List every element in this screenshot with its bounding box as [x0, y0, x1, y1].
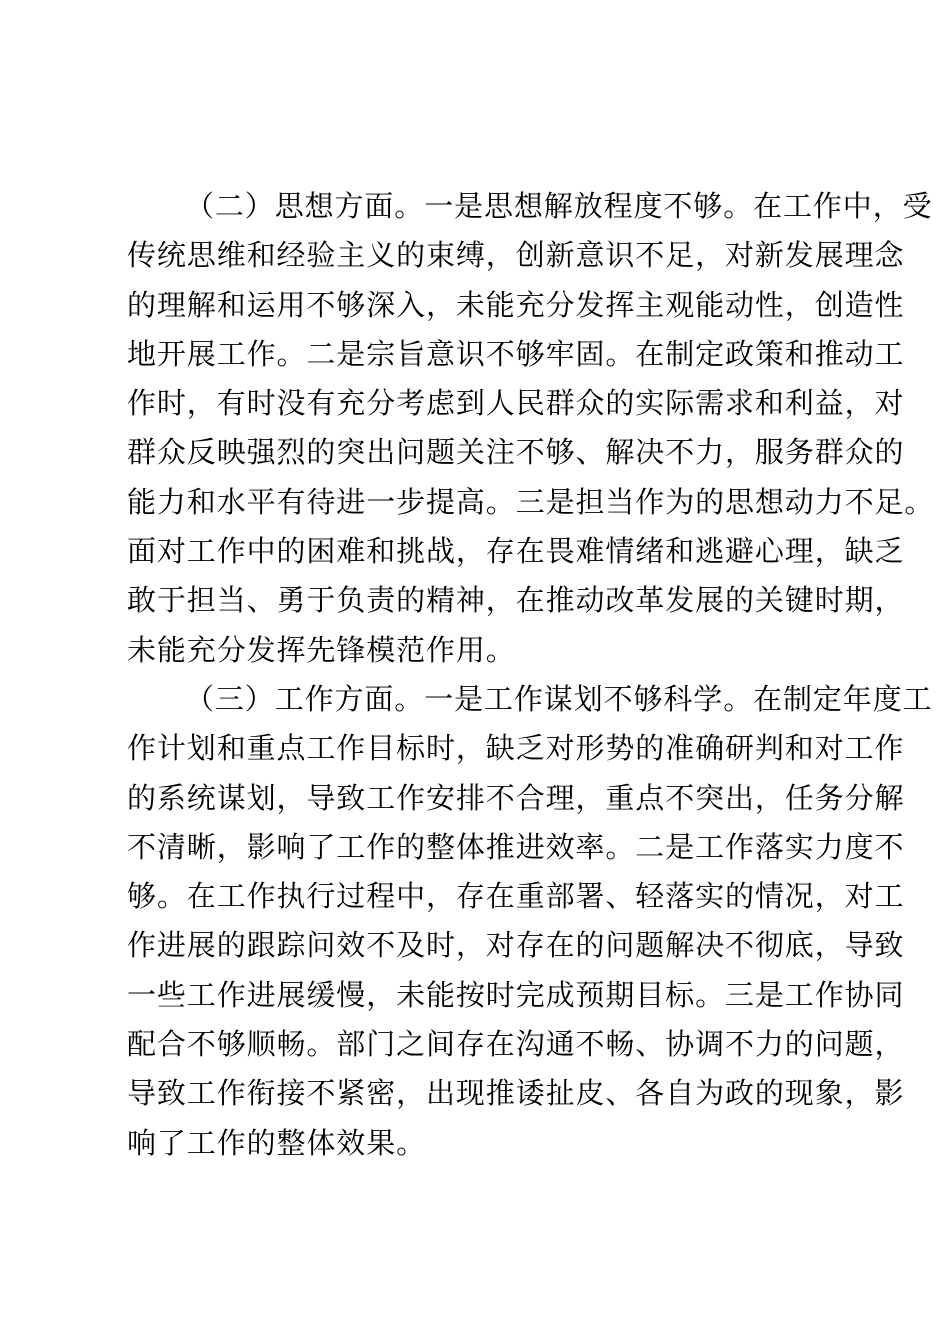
text-line: 作时，有时没有充分考虑到人民群众的实际需求和利益，对 — [127, 386, 905, 421]
text-line: 作计划和重点工作目标时，缺乏对形势的准确研判和对工作 — [127, 731, 905, 766]
text-line: （二）思想方面。一是思想解放程度不够。在工作中，受 — [185, 189, 933, 223]
text-line: 够。在工作执行过程中，存在重部署、轻落实的情况，对工 — [127, 879, 905, 914]
text-line: 一些工作进展缓慢，未能按时完成预期目标。三是工作协同 — [127, 977, 905, 1012]
text-line: 导致工作衔接不紧密，出现推诿扯皮、各自为政的现象，影 — [127, 1076, 905, 1111]
text-line: （三）工作方面。一是工作谋划不够科学。在制定年度工 — [185, 681, 933, 716]
text-line: 不清晰，影响了工作的整体推进效率。二是工作落实力度不 — [127, 829, 905, 864]
document-body — [127, 182, 935, 1168]
text-line: 面对工作中的困难和挑战，存在畏难情绪和逃避心理，缺乏 — [127, 534, 905, 569]
text-line: 作进展的跟踪问效不及时，对存在的问题解决不彻底，导致 — [127, 928, 905, 963]
text-line: 配合不够顺畅。部门之间存在沟通不畅、协调不力的问题， — [127, 1027, 905, 1062]
text-line: 未能充分发挥先锋模范作用。 — [127, 632, 516, 667]
text-line: 敢于担当、勇于负责的精神，在推动改革发展的关键时期， — [127, 583, 905, 618]
text-line: 地开展工作。二是宗旨意识不够牢固。在制定政策和推动工 — [127, 336, 905, 371]
text-line: 的理解和运用不够深入，未能充分发挥主观能动性，创造性 — [127, 287, 905, 322]
text-line: 传统思维和经验主义的束缚，创新意识不足，对新发展理念 — [127, 238, 905, 273]
text-line: 群众反映强烈的突出问题关注不够、解决不力，服务群众的 — [127, 435, 905, 470]
paragraph-work — [127, 675, 933, 1168]
text-line: 响了工作的整体效果。 — [127, 1125, 427, 1160]
paragraph-thinking — [127, 182, 935, 675]
text-line: 的系统谋划，导致工作安排不合理，重点不突出，任务分解 — [127, 780, 905, 815]
text-line: 能力和水平有待进一步提高。三是担当作为的思想动力不足。 — [127, 484, 935, 519]
